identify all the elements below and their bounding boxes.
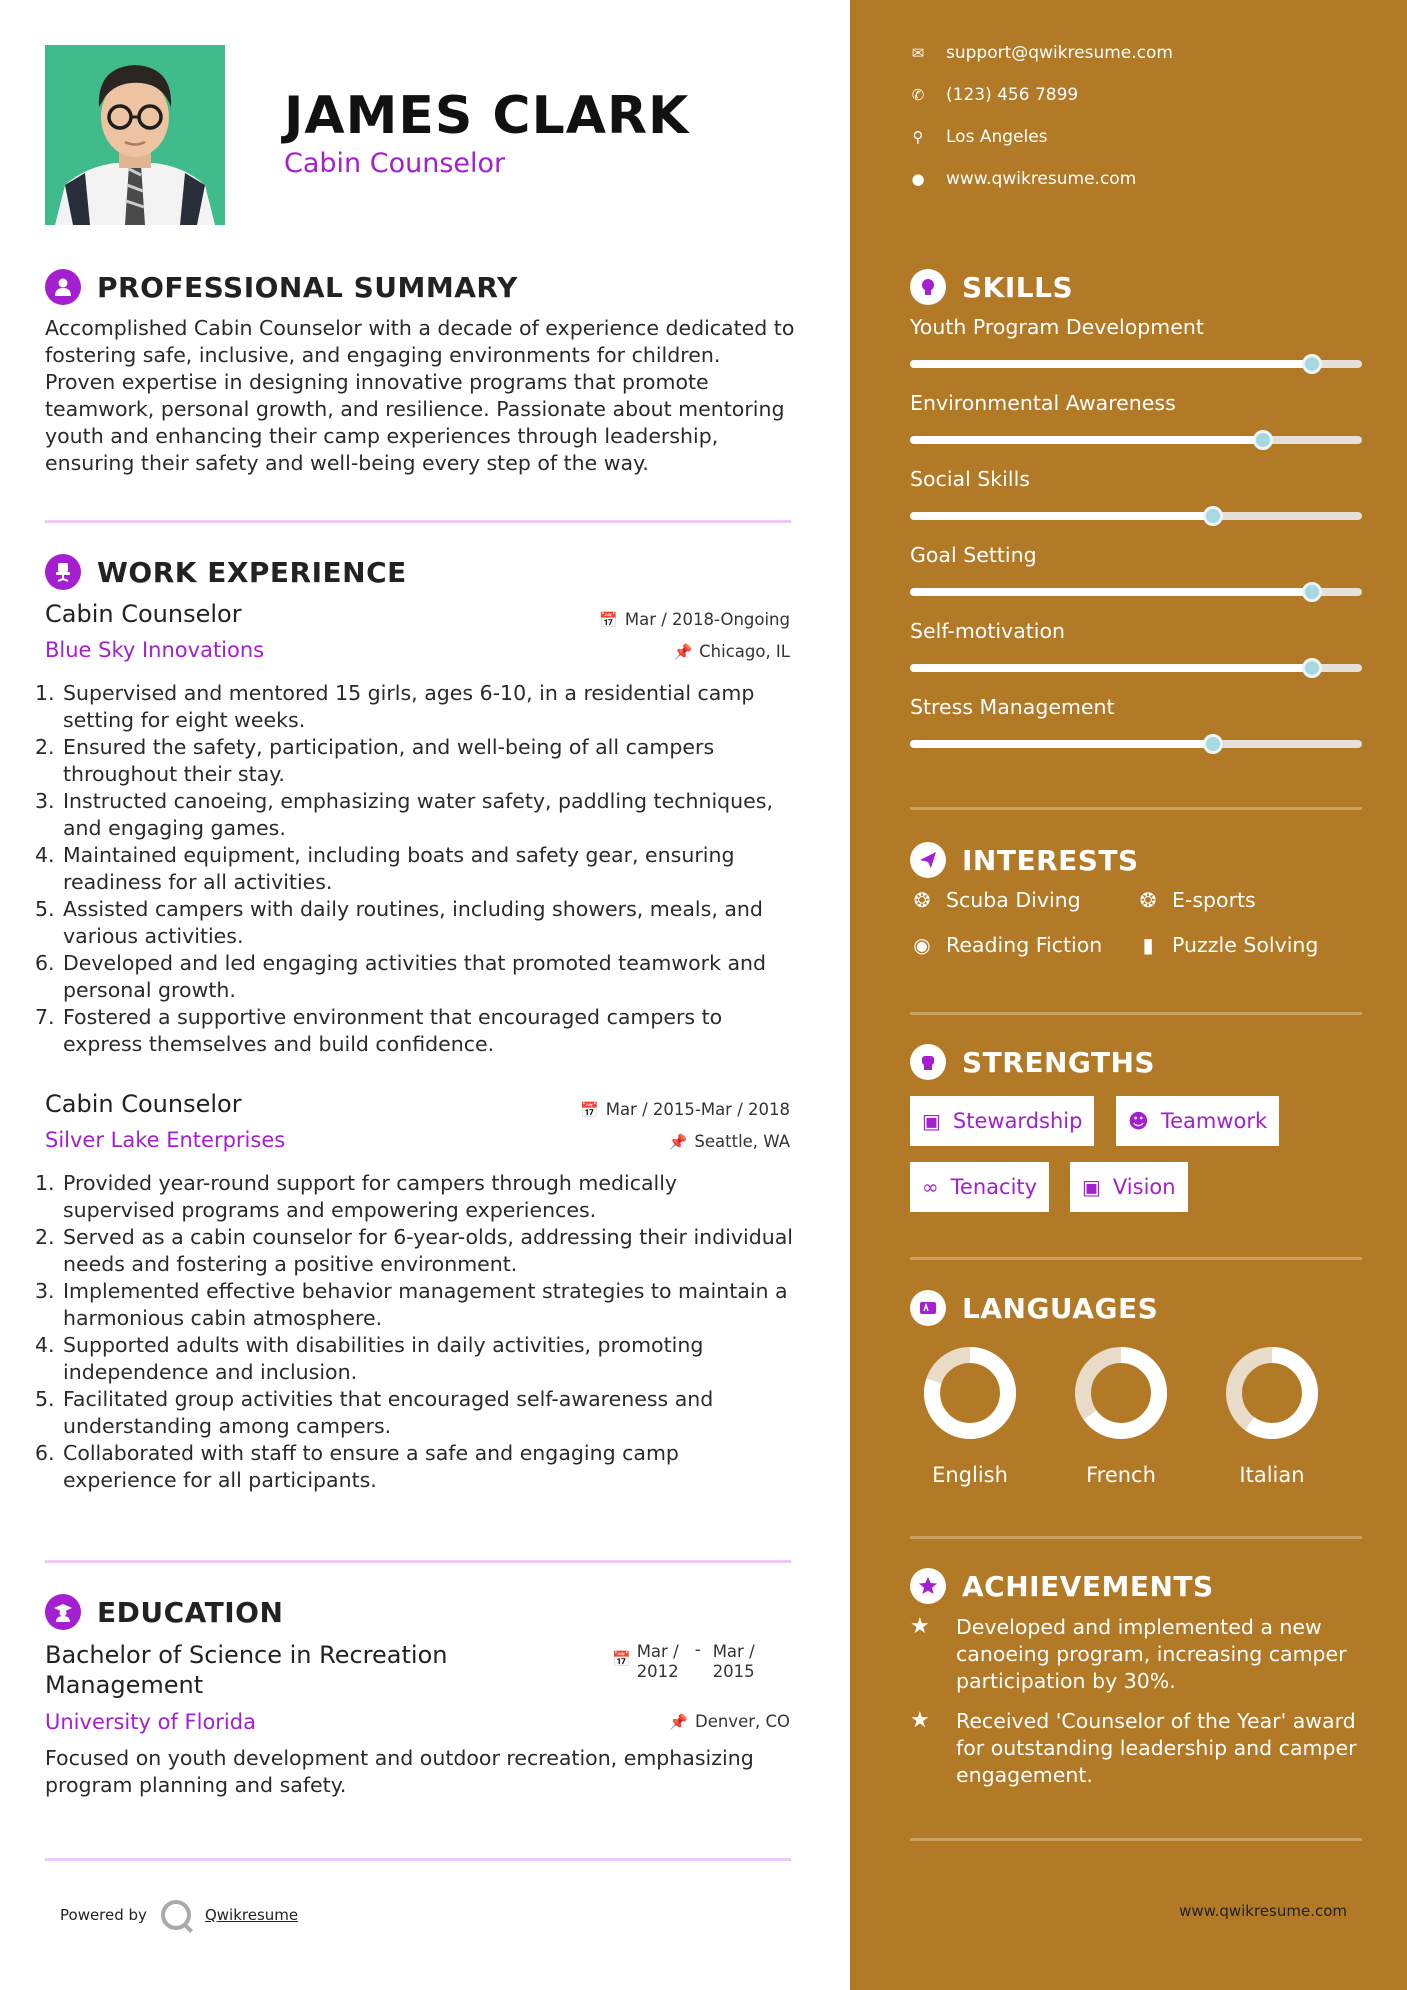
job-dates-text: Mar / 2015-Mar / 2018 — [605, 1100, 790, 1119]
bullet-number: 5. — [35, 897, 55, 921]
skill-bar — [910, 740, 1362, 748]
education-location-text: Denver, CO — [694, 1712, 790, 1731]
job-bullet — [35, 1332, 795, 1386]
strength-label: Teamwork — [1160, 1109, 1268, 1133]
job-bullet — [35, 788, 795, 842]
profile-photo — [45, 45, 225, 225]
bullet-text: Instructed canoeing, emphasizing water safety, paddling techniques, and engaging games. — [63, 789, 773, 840]
job-dates-text: Mar / 2018-Ongoing — [624, 610, 790, 629]
job-bullet — [35, 680, 795, 734]
languages-title: LANGUAGES — [962, 1291, 1159, 1325]
achievement-item — [910, 1708, 1370, 1789]
achievement-text: Received 'Counselor of the Year' award for outstanding leadership and camper engagement. — [956, 1709, 1357, 1787]
bullet-text: Supported adults with disabilities in daily activities, promoting independence and inclusion. — [63, 1333, 704, 1384]
contact-location-text: Los Angeles — [946, 127, 1048, 147]
education-dates — [612, 1642, 759, 1682]
paper-plane-icon — [910, 842, 946, 878]
bullet-number: 7. — [35, 1005, 55, 1029]
summary-title: PROFESSIONAL SUMMARY — [97, 270, 518, 304]
bullet-number: 3. — [35, 1279, 55, 1303]
interest-label: Reading Fiction — [946, 933, 1103, 957]
bullet-number: 2. — [35, 735, 55, 759]
job-bullet — [35, 1170, 795, 1224]
phone-icon: ✆ — [911, 86, 925, 104]
achievement-text: Developed and implemented a new canoeing program, increasing camper participation by 30%. — [956, 1615, 1347, 1693]
person-portrait-icon — [45, 45, 225, 225]
calendar-icon: 📅 — [612, 1650, 631, 1668]
skill-level-knob — [1302, 354, 1322, 374]
strength-badge — [1070, 1162, 1188, 1212]
translate-icon — [910, 1290, 946, 1326]
language-item — [895, 1345, 1045, 1487]
bullet-text: Developed and led engaging activities that promoted teamwork and personal growth. — [63, 951, 767, 1002]
job-title: Cabin Counselor — [45, 1090, 242, 1118]
strength-label: Tenacity — [950, 1175, 1038, 1199]
skills-header — [910, 267, 1073, 307]
sidebar-divider — [910, 1012, 1362, 1015]
bullet-number: 3. — [35, 789, 55, 813]
interests-title: INTERESTS — [962, 843, 1139, 877]
strength-label: Stewardship — [952, 1109, 1083, 1133]
bullet-text: Implemented effective behavior management strategies to maintain a harmonious cabin atmosphere. — [63, 1279, 788, 1330]
shooting-star-icon: ★ — [910, 1708, 930, 1733]
achievement-item — [910, 1614, 1370, 1695]
skill-bar-fill — [910, 664, 1312, 672]
skill-bar — [910, 588, 1362, 596]
job-bullet — [35, 1386, 795, 1440]
pin-icon: 📌 — [673, 642, 693, 661]
candidate-name: JAMES CLARK — [284, 86, 690, 146]
contact-phone[interactable] — [910, 85, 1078, 105]
bullet-text: Served as a cabin counselor for 6-year-olds, addressing their individual needs and fostering a positive environment. — [63, 1225, 793, 1276]
bullet-number: 6. — [35, 951, 55, 975]
job-location-text: Seattle, WA — [694, 1132, 790, 1151]
job-location-text: Chicago, IL — [699, 642, 790, 661]
bullet-text: Maintained equipment, including boats and safety gear, ensuring readiness for all activities. — [63, 843, 735, 894]
contact-website[interactable] — [910, 169, 1136, 189]
education-start: Mar / 2012 — [636, 1642, 679, 1681]
graduate-icon — [45, 1594, 81, 1630]
sidebar — [850, 0, 1407, 1990]
bullet-text: Assisted campers with daily routines, including showers, meals, and various activities. — [63, 897, 763, 948]
office-chair-icon — [45, 554, 81, 590]
bullet-number: 5. — [35, 1387, 55, 1411]
section-divider — [45, 1858, 791, 1861]
bullet-number: 1. — [35, 681, 55, 705]
skill-label: Stress Management — [910, 695, 1115, 719]
pin-icon: 📌 — [668, 1132, 688, 1151]
job-dates — [580, 1100, 790, 1119]
interest-item — [1136, 933, 1318, 957]
section-divider — [45, 520, 791, 523]
job-title: Cabin Counselor — [45, 600, 242, 628]
bullet-text: Ensured the safety, participation, and well-being of all campers throughout their stay. — [63, 735, 715, 786]
bullet-number: 6. — [35, 1441, 55, 1465]
shooting-star-icon: ★ — [910, 1614, 930, 1639]
contact-email-text: support@qwikresume.com — [946, 43, 1173, 63]
sidebar-divider — [910, 1257, 1362, 1260]
skill-bar-fill — [910, 588, 1312, 596]
interest-label: E-sports — [1172, 888, 1256, 912]
skill-label: Goal Setting — [910, 543, 1037, 567]
work-header — [45, 552, 407, 592]
job-bullet — [35, 842, 795, 896]
job-company: Silver Lake Enterprises — [45, 1128, 286, 1152]
languages-header — [910, 1288, 1158, 1328]
interests-header — [910, 840, 1139, 880]
strength-label: Vision — [1112, 1175, 1176, 1199]
users-icon: ☻ — [1128, 1109, 1149, 1133]
envelope-icon: ✉ — [911, 44, 925, 62]
pin-icon: 📌 — [669, 1712, 688, 1731]
job-bullet-list — [35, 1170, 795, 1494]
skill-level-knob — [1203, 734, 1223, 754]
job-bullet — [35, 896, 795, 950]
language-label: Italian — [1239, 1463, 1305, 1487]
bullet-text: Provided year-round support for campers through medically supervised programs and empowering experiences. — [63, 1171, 678, 1222]
skill-label: Youth Program Development — [910, 315, 1204, 339]
fist-icon — [910, 1044, 946, 1080]
job-bullet — [35, 950, 795, 1004]
bullet-number: 4. — [35, 843, 55, 867]
interest-item — [910, 888, 1081, 912]
lifebuoy-icon: ❂ — [913, 888, 931, 912]
skill-bar — [910, 512, 1362, 520]
achievements-title: ACHIEVEMENTS — [962, 1569, 1214, 1603]
achievements-header — [910, 1566, 1214, 1606]
bullet-text: Fostered a supportive environment that encouraged campers to express themselves and build confidence. — [63, 1005, 723, 1056]
powered-by-label: Powered by — [60, 1906, 147, 1924]
strength-badge — [910, 1096, 1094, 1146]
interest-item — [910, 933, 1102, 957]
bullet-text: Collaborated with staff to ensure a safe and engaging camp experience for all participants. — [63, 1441, 679, 1492]
book-icon: ▮ — [1142, 933, 1154, 957]
globe-icon: ● — [911, 170, 925, 188]
section-divider — [45, 1560, 791, 1563]
education-title: EDUCATION — [97, 1595, 284, 1629]
language-label: French — [1086, 1463, 1156, 1487]
bullet-text: Facilitated group activities that encouraged self-awareness and understanding among campers. — [63, 1387, 714, 1438]
job-dates — [599, 610, 790, 629]
education-header — [45, 1592, 283, 1632]
skill-label: Social Skills — [910, 467, 1030, 491]
skills-title: SKILLS — [962, 270, 1074, 304]
contact-website-text: www.qwikresume.com — [946, 169, 1137, 189]
gamepad-icon: ◉ — [913, 933, 931, 957]
bullet-number: 1. — [35, 1171, 55, 1195]
skill-bar-fill — [910, 512, 1213, 520]
skill-level-knob — [1302, 658, 1322, 678]
powered-by — [60, 1900, 298, 1930]
job-location — [673, 642, 790, 661]
sidebar-divider — [910, 807, 1362, 810]
language-donut — [922, 1345, 1018, 1441]
work-title: WORK EXPERIENCE — [97, 555, 407, 589]
qwikresume-link[interactable]: Qwikresume — [204, 1906, 299, 1924]
strength-badge — [910, 1162, 1049, 1212]
bullet-text: Supervised and mentored 15 girls, ages 6-10, in a residential camp setting for eight weeks. — [63, 681, 755, 732]
skill-bar-fill — [910, 740, 1213, 748]
education-description: Focused on youth development and outdoor recreation, emphasizing program planning and safety. — [45, 1746, 754, 1797]
date-separator: - — [694, 1640, 701, 1659]
skill-level-knob — [1203, 506, 1223, 526]
summary-header — [45, 267, 518, 307]
lightbulb-icon — [910, 269, 946, 305]
language-donut — [1224, 1345, 1320, 1441]
user-icon — [45, 269, 81, 305]
job-bullet — [35, 1440, 795, 1494]
bullet-number: 4. — [35, 1333, 55, 1357]
job-bullet-list — [35, 680, 795, 1058]
language-item — [1197, 1345, 1347, 1487]
skill-label: Environmental Awareness — [910, 391, 1176, 415]
lifebuoy-icon: ❂ — [1139, 888, 1157, 912]
interest-item — [1136, 888, 1256, 912]
contact-phone-text: (123) 456 7899 — [946, 85, 1079, 105]
skill-bar-fill — [910, 360, 1312, 368]
skill-bar — [910, 360, 1362, 368]
education-end: Mar / 2015 — [712, 1642, 755, 1681]
skill-bar — [910, 436, 1362, 444]
sidebar-divider — [910, 1536, 1362, 1539]
language-label: English — [932, 1463, 1008, 1487]
language-item — [1046, 1345, 1196, 1487]
bullet-number: 2. — [35, 1225, 55, 1249]
qwikresume-logo-icon — [161, 1900, 191, 1930]
briefcase-icon: ▣ — [922, 1109, 941, 1133]
job-company: Blue Sky Innovations — [45, 638, 265, 662]
education-location — [669, 1712, 790, 1731]
skill-level-knob — [1253, 430, 1273, 450]
job-bullet — [35, 1224, 795, 1278]
sidebar-divider — [910, 1838, 1362, 1841]
skill-bar — [910, 664, 1362, 672]
job-bullet — [35, 1278, 795, 1332]
calendar-icon: 📅 — [599, 610, 618, 629]
calendar-icon: 📅 — [580, 1100, 599, 1119]
language-donut — [1073, 1345, 1169, 1441]
skill-label: Self-motivation — [910, 619, 1066, 643]
footer-website[interactable]: www.qwikresume.com — [1179, 1902, 1347, 1920]
summary-text: Accomplished Cabin Counselor with a decade of experience dedicated to fostering safe, inclusive, and engaging environments for children. Proven expertise in designing innovative programs that promote teamwork, personal growth, and resilience. Passionate about mentoring youth and enhancing their camp experiences through leadership, ensuring their safety and well-being every step of the way. — [45, 316, 795, 475]
degree-title: Bachelor of Science in Recreation Management — [45, 1641, 448, 1699]
skill-bar-fill — [910, 436, 1263, 444]
school-name: University of Florida — [45, 1710, 256, 1734]
skill-level-knob — [1302, 582, 1322, 602]
contact-email[interactable] — [910, 43, 1173, 63]
job-bullet — [35, 1004, 795, 1058]
star-icon — [910, 1568, 946, 1604]
interest-label: Scuba Diving — [946, 888, 1081, 912]
strength-badge — [1116, 1096, 1279, 1146]
map-marker-icon: ⚲ — [912, 128, 924, 146]
job-bullet — [35, 734, 795, 788]
interest-label: Puzzle Solving — [1172, 933, 1319, 957]
contact-location — [910, 127, 1048, 147]
strengths-title: STRENGTHS — [962, 1045, 1156, 1079]
binoculars-icon: ▣ — [1082, 1175, 1101, 1199]
candidate-role: Cabin Counselor — [284, 148, 506, 179]
link-icon: ∞ — [922, 1175, 939, 1199]
strengths-header — [910, 1042, 1155, 1082]
job-location — [669, 1132, 790, 1151]
